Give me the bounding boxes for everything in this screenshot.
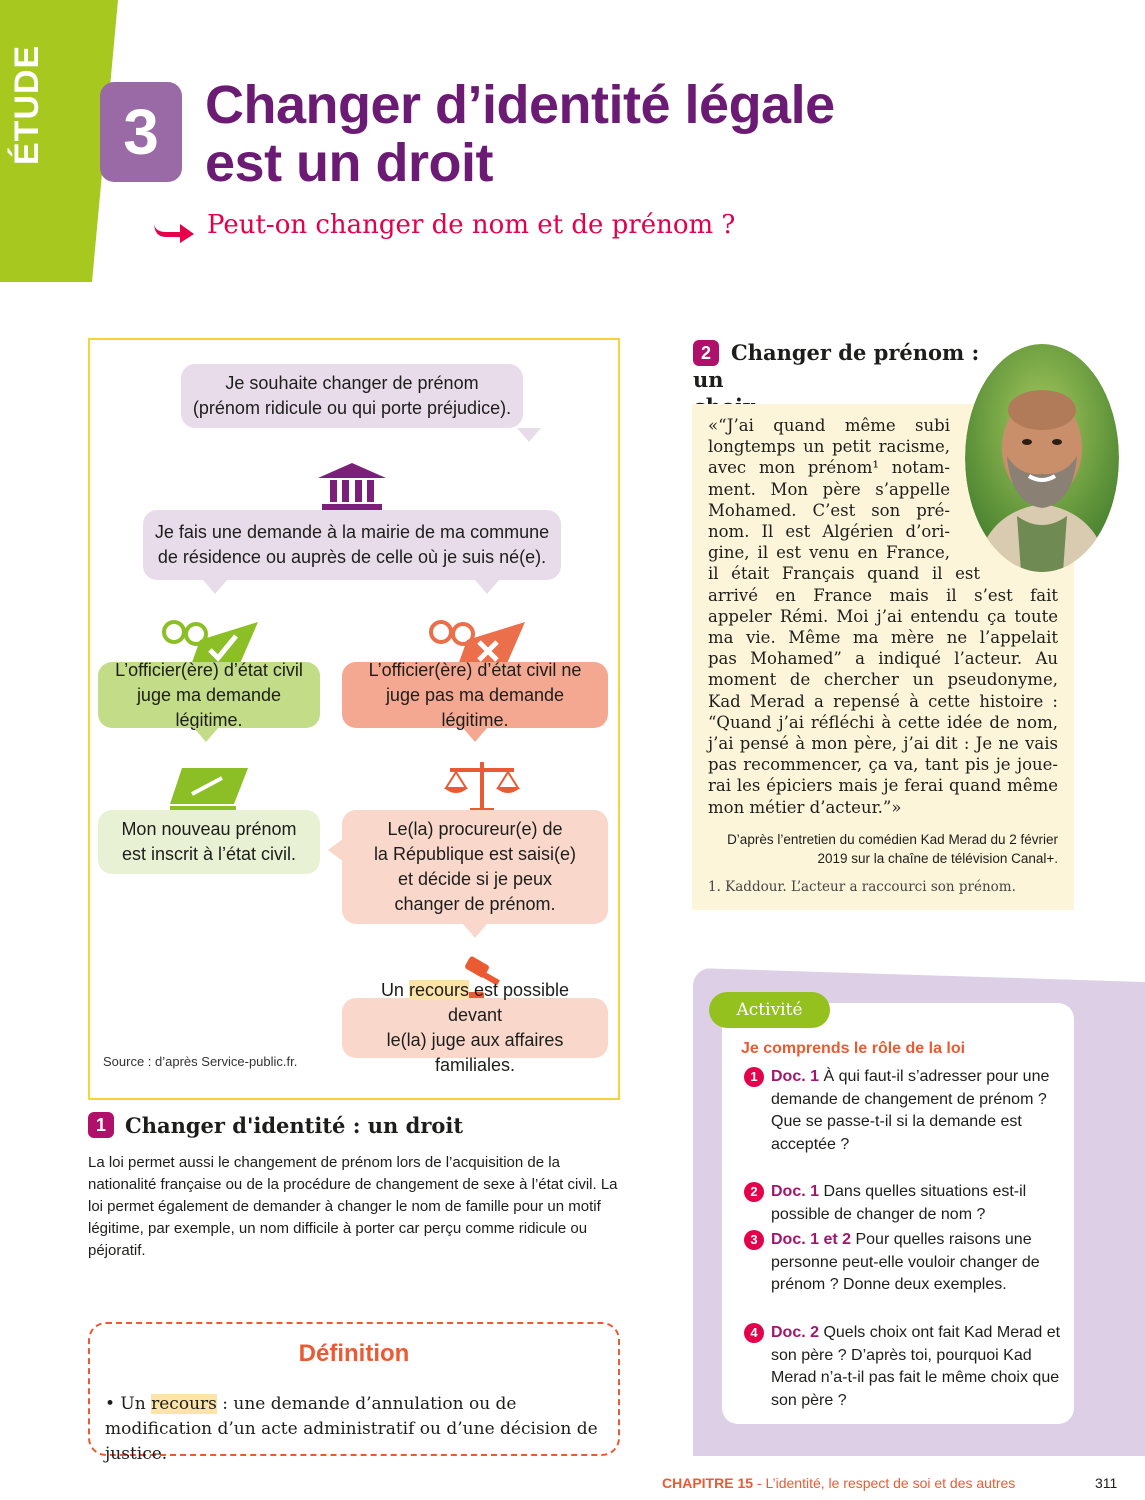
justice-scales-icon [442,758,522,816]
step-request-bubble [143,510,561,580]
prosecutor-line-3: et décide si je peux [397,869,553,889]
prosecutor-bubble [342,810,608,924]
quote-line: gine, il est venu en France, [708,543,950,563]
diagram-source: Source : d’après Service-public.fr. [103,1054,298,1069]
doc2-credit [700,830,1058,868]
quote-line: rai les épiciers mais je ferai quand même [708,776,1058,796]
etude-label: ÉTUDE [8,44,46,165]
question-ref: Doc. 1 [771,1183,820,1200]
question-number: 1 [744,1067,764,1087]
question-4 [744,1322,1064,1412]
step-wish-bubble [181,364,523,428]
appeal-bubble [342,980,608,1075]
quote-line: ment. Mon père s’appelle [708,479,950,499]
doc2-number: 2 [693,340,719,366]
bubble-tail [203,580,227,594]
page-number: 311 [1095,1475,1118,1491]
appeal-line-2: le(la) juge aux affaires familiales. [386,1030,564,1075]
question-2 [744,1181,1064,1226]
appeal-pre: Un [380,980,409,1000]
bubble-tail [517,428,541,442]
bubble-tail [463,728,487,742]
prosecutor-line-4: changer de prénom. [394,894,556,914]
officer-approves-bubble [98,659,320,730]
credit-line-2: 2019 sur la chaîne de télévision Canal+. [817,851,1058,866]
quote-line: mon métier d’acteur.”» [708,797,902,817]
registered-line-1: Mon nouveau prénom [121,819,297,839]
quote-line: “Quand j’ai réfléchi à cette idée de nom, [708,712,1058,732]
question-number: 4 [744,1323,764,1343]
page-title [205,76,965,192]
activity-heading: Je comprends le rôle de la loi [741,1040,966,1057]
definition-bullet: • Un [105,1394,152,1414]
step-request-line-1: Je fais une demande à la mairie de ma commune [154,522,550,542]
quote-line: «“J’ai quand même subi [708,416,950,435]
appeal-post: est possible devant [447,980,570,1025]
definition-term: recours [151,1394,217,1414]
prosecutor-line-2: la République est saisi(e) [373,844,577,864]
approves-line-1: L’officier(ère) d’état civil [115,659,303,680]
quote-line: ma vie. Même ma mère ne l’appelait [708,628,1058,648]
quote-line: Kad Merad a repensé à cette histoire : [708,691,1058,711]
activity-tab: Activité [709,992,830,1028]
rejects-line-1: L’officier(ère) d’état civil ne [368,659,582,680]
doc1-text: La loi permet aussi le changement de prénom lors de l’acquisition de la nationalité française ou de la procédure de changement de sexe à l’état civil. La loi permet également de demander à changer le nom de famille pour un motif légitime, par exemple, un nom difficile à porter car perçu comme ridicule ou péjoratif. [88,1154,618,1259]
quote-line: pas recommencer, ça va, tant pis je joue- [708,755,1058,775]
question-text: À qui faut-il s’adresser pour une demande de changement de prénom ? Que se passe-t-il si la demande est acceptée ? [771,1068,1050,1153]
title-line-2: est un droit [205,133,493,193]
step-request-line-2: de résidence ou auprès de celle où je suis né(e). [157,547,547,567]
title-line-1: Changer d’identité légale [205,75,835,135]
bubble-tail [194,728,218,742]
officer-rejects-bubble [342,659,608,730]
quote-line: arrivé en France mais il s’est fait [708,585,1058,605]
registered-line-2: est inscrit à l’état civil. [121,844,297,864]
doc2-title-line-1: Changer de prénom : un [693,340,980,392]
quote-line: longtemps un petit racisme, [708,437,950,457]
chapter-label: CHAPITRE 15 [662,1475,754,1491]
actor-portrait [965,344,1119,572]
appeal-line-1 [352,978,598,1028]
chapter-title: - L’identité, le respect de soi et des autres [753,1475,1016,1491]
question-1 [744,1066,1064,1156]
step-wish-line-2: (prénom ridicule ou qui porte préjudice). [192,398,512,418]
quote-line: moment de chercher un pseudonyme, [708,670,1058,690]
definition-text [105,1392,605,1467]
question-ref: Doc. 2 [771,1324,820,1341]
quote-line: j’ai pensé à mon père, j’ai dit : Je ne vais [708,734,1058,754]
definition-title: Définition [298,1340,410,1367]
arrow-right-icon [152,218,196,244]
appeal-keyword: recours [408,980,469,1000]
question-ref: Doc. 1 et 2 [771,1231,852,1248]
study-number: 3 [100,82,182,182]
prosecutor-line-1: Le(la) procureur(e) de [387,819,563,839]
bubble-tail [463,924,487,938]
question-text: Quels choix ont fait Kad Merad et son père ? D’après toi, pourquoi Kad Merad n’a-t-il pas fait le même choix que son père ? [771,1324,1061,1409]
new-name-registered-bubble [98,810,320,874]
quote-line: Mohamed. C’est son pré- [708,500,950,520]
quote-line: pas Mohamed” a indiqué l’acteur. Au [708,649,1058,669]
doc1-number: 1 [88,1112,114,1138]
bubble-tail [475,580,499,594]
question-text: Pour quelles raisons une personne peut-elle vouloir changer de prénom ? Donne deux exemples. [771,1231,1040,1293]
doc2-footnote: 1. Kaddour. L’acteur a raccourci son prénom. [708,879,1016,895]
question-ref: Doc. 1 [771,1068,820,1085]
bubble-tail [328,838,344,862]
quote-line: avec mon prénom¹ notam- [708,458,950,478]
question-number: 3 [744,1230,764,1250]
quote-line: nom. Il est Algérien d’ori- [708,522,950,542]
definition-body: : une demande d’annulation ou de modification d’un acte administratif ou d’une décision de justice. [105,1394,598,1464]
quote-line: appeler Rémi. Moi j’ai entendu ça toute [708,606,1058,626]
credit-line-1: D’après l’entretien du comédien Kad Merad du 2 février [727,832,1058,847]
question-3 [744,1229,1064,1297]
question-number: 2 [744,1182,764,1202]
subtitle-question: Peut-on changer de nom et de prénom ? [207,210,736,240]
chapter-footer [662,1475,1015,1491]
register-book-icon [168,764,250,816]
town-hall-icon [316,462,388,512]
doc1-title: Changer d'identité : un droit [125,1113,464,1138]
step-wish-line-1: Je souhaite changer de prénom [225,373,479,393]
quote-line: il était Français quand il est [708,564,980,584]
question-text: Dans quelles situations est-il possible de changer de nom ? [771,1183,1027,1223]
approves-line-2: juge ma demande légitime. [136,684,282,730]
rejects-line-2: juge pas ma demande légitime. [385,684,565,730]
